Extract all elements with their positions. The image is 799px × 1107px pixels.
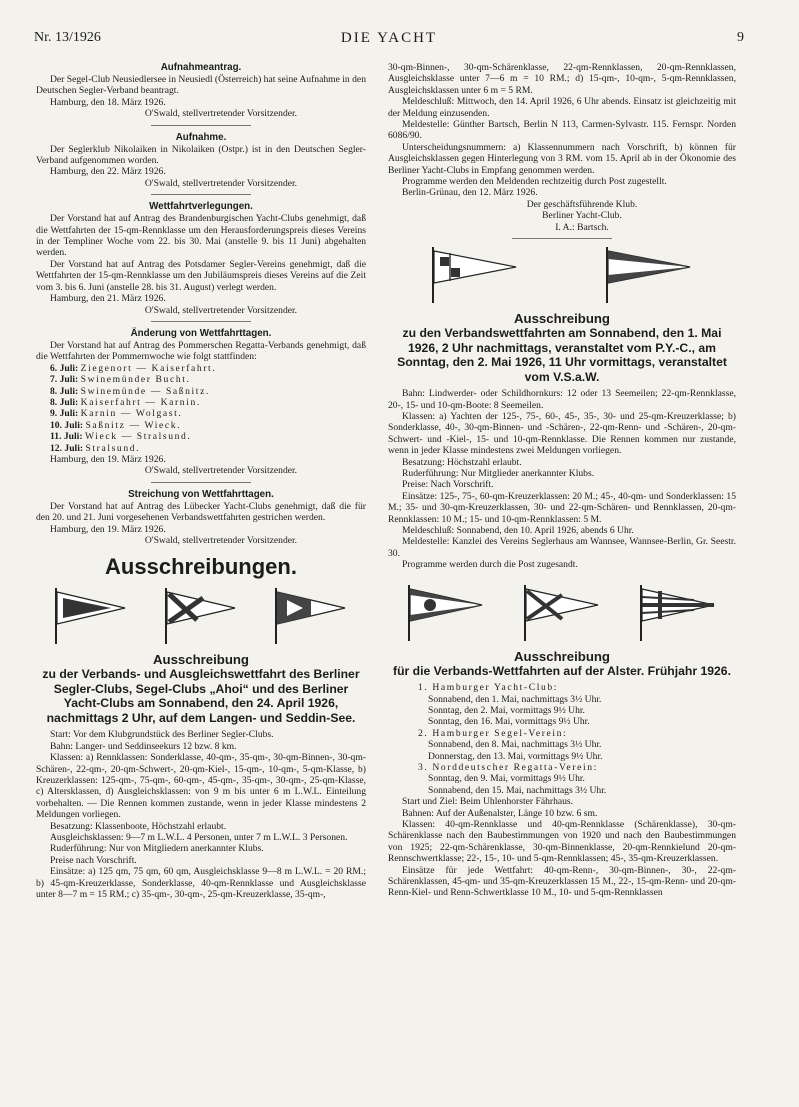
club-pennants	[388, 245, 736, 307]
section-date: Berlin-Grünau, den 12. März 1926.	[402, 187, 538, 199]
club-pennants	[36, 586, 366, 648]
list-item: 11. Juli: Wieck — Stralsund.	[50, 431, 192, 443]
announcement-subtitle: für die Verbands-Wettfahrten auf der Alster. Frühjahr 1926.	[393, 663, 731, 678]
paragraph: Programme werden durch die Post zugesandt.	[402, 559, 578, 571]
pennant-verein-seglerhaus-am-wannsee-icon	[604, 245, 694, 305]
section-signature: Berliner Yacht-Club.	[542, 210, 622, 222]
schedule-entry: Sonnabend, den 15. Mai, nachmittags 3½ Uhr.	[428, 784, 607, 796]
section-body: Der Segel-Club Neusiedlersee in Neusiedl (Österreich) hat seine Aufnahme in den Deutschen Segler-Verband beantragt.	[36, 74, 366, 97]
announcement-title: Ausschreibung	[514, 648, 610, 664]
section-signature: O'Swald, stellvertretender Vorsitzender.	[144, 465, 298, 477]
section-date: Hamburg, den 19. März 1926.	[50, 453, 166, 465]
paragraph: Programme werden den Meldenden rechtzeitig durch Post zugestellt.	[402, 176, 667, 188]
paragraph: Klassen: 40-qm-Rennklasse und 40-qm-Rennklasse (Schärenklasse), 30-qm-Schärenklasse nach den Baubestimmungen von 1920 und nach den Baubestimmungen von 1925; 22-qm-Schärenklasse, 30-qm-Binnenklasse, 20-qm-Rennkielund 20-qm-Rennschwertklasse; 22-, 15-, 10- und 5-qm-Rennklassen; 45-, 35-qm-Kreuzerklassen.	[388, 818, 736, 865]
left-column	[36, 62, 366, 901]
section-signature: Der geschäftsführende Klub.	[526, 198, 638, 210]
schedule-entry: Sonnabend, den 8. Mai, nachmittags 3½ Uhr.	[428, 739, 602, 751]
paragraph: Meldestelle: Günther Bartsch, Berlin N 113, Carmen-Sylvastr. 115. Fernspr. Norden 6086/90.	[388, 119, 736, 142]
paragraph: Bahnen: Auf der Außenalster, Länge 10 bzw. 6 sm.	[402, 807, 598, 819]
schedule-entry: Sonntag, den 2. Mai, vormittags 9½ Uhr.	[428, 704, 585, 716]
section-date: Hamburg, den 18. März 1926.	[50, 96, 166, 108]
section-date: Hamburg, den 19. März 1926.	[50, 523, 166, 535]
paragraph: Bahn: Langer- und Seddinseekurs 12 bzw. 8 km.	[50, 740, 237, 752]
section-body: Der Vorstand hat auf Antrag des Pommerschen Regatta-Verbands genehmigt, daß die Wettfahrten der Pommernwoche wie folgt stattfinden:	[36, 339, 366, 363]
club-pennants	[388, 583, 736, 645]
paragraph: Start und Ziel: Beim Uhlenhorster Fährhaus.	[402, 796, 574, 808]
list-item: 12. Juli: Stralsund.	[50, 442, 141, 454]
club-name: 3. Norddeutscher Regatta-Verein:	[418, 761, 598, 773]
paragraph: Einsätze: a) 125 qm, 75 qm, 60 qm, Ausgleichsklasse 9—8 m L.W.L. = 20 RM.; b) 45-qm-Kreuzerklasse, Sonderklasse, 40-qm-Rennklasse und Ausgleichsklasse unter 8—7 m = 15 RM.; c) 35-qm-, 30-qm-, 25-qm-Kreuzerklasse, 35-qm-,	[36, 866, 366, 901]
pennant-norddeutscher-regatta-verein-icon	[638, 583, 718, 643]
divider	[151, 482, 251, 483]
pennant-hamburger-segel-verein-icon	[522, 583, 602, 643]
pennant-segel-club-ahoi-icon	[163, 586, 239, 646]
race-day-list	[36, 363, 366, 454]
section-date: Hamburg, den 22. März 1926.	[50, 166, 166, 178]
paragraph: Besatzung: Höchstzahl erlaubt.	[402, 456, 522, 468]
paragraph: Einsätze für jede Wettfahrt: 40-qm-Renn-, 30-qm-Binnen-, 30-, 22-qm-Schärenklassen, 45-qm- und 35-qm-Kreuzerklassen 15 M., 22-, 15-qm-Renn- und 20-qm-Renn-Kiel- und Renn-Schwertklasse 10 M., 10- und 5-qm-Rennklassen	[388, 864, 736, 899]
club-schedule	[388, 682, 736, 796]
paragraph: Einsätze: 125-, 75-, 60-qm-Kreuzerklassen: 20 M.; 45-, 40-qm- und Sonderklassen: 15 M.; 35- und 30-qm-Kreuzerklassen, 30- und 22-qm-Schären- und Rennklassen, 20-qm-Rennklassen: 10 M.; 15- und 10-qm-Rennklassen: 5 M.	[388, 490, 736, 525]
announcement-title: Ausschreibung	[153, 652, 249, 668]
schedule-entry: Sonnabend, den 1. Mai, nachmittags 3½ Uhr.	[428, 693, 602, 705]
list-item: 10. Juli: Saßnitz — Wieck.	[50, 419, 182, 431]
list-item: 8. Juli: Swinemünde — Saßnitz.	[50, 385, 210, 397]
magazine-title: DIE YACHT	[340, 30, 438, 46]
section-signature: O'Swald, stellvertretender Vorsitzender.	[144, 535, 298, 546]
paragraph: Ruderführung: Nur Mitglieder anerkannter Klubs.	[402, 467, 595, 479]
list-item: 9. Juli: Karnin — Wolgast.	[50, 408, 183, 420]
divider	[151, 125, 251, 126]
paragraph: Meldeschluß: Sonnabend, den 10. April 1926, abends 6 Uhr.	[402, 524, 634, 536]
paragraph: Bahn: Lindwerder- oder Schildhornkurs: 12 oder 13 Seemeilen; 22-qm-Rennklasse, 20-, 15- und 10-qm-Boote: 8 Seemeilen.	[388, 388, 736, 411]
page-title: Ausschreibungen.	[105, 554, 297, 580]
divider	[512, 238, 612, 239]
page-header	[34, 30, 744, 50]
club-name: 2. Hamburger Segel-Verein:	[418, 727, 568, 739]
announcement-subtitle: zu der Verbands- und Ausgleichswettfahrt des Berliner Segler-Clubs, Segel-Clubs „Ahoi“ und des Berliner Yacht-Clubs am Sonnabend, den 24. April 1926, nachmittags 2 Uhr, auf dem Langen- und Seddin-See.	[42, 667, 360, 725]
section-signature: I. A.: Bartsch.	[555, 221, 609, 233]
page-number: 9	[737, 30, 744, 45]
section-heading: Aufnahmeantrag.	[160, 62, 242, 73]
paragraph: Start: Vor dem Klubgrundstück des Berliner Segler-Clubs.	[50, 729, 274, 741]
schedule-entry: Donnerstag, den 13. Mai, vormittags 9½ Uhr.	[428, 750, 603, 762]
club-name: 1. Hamburger Yacht-Club:	[418, 682, 559, 694]
pennant-berliner-yacht-club-icon	[273, 586, 349, 646]
announcement-subtitle: zu den Verbandswettfahrten am Sonnabend, den 1. Mai 1926, 2 Uhr nachmittags, veranstaltet vom P.Y.-C., am Sonntag, den 2. Mai 1926, 11 Uhr vormittags, veranstaltet vom V.S.a.W.	[397, 326, 727, 384]
section-signature: O'Swald, stellvertretender Vorsitzender.	[144, 177, 298, 189]
paragraph: Besatzung: Klassenboote, Höchstzahl erlaubt.	[50, 820, 227, 832]
section-body: Der Vorstand hat auf Antrag des Potsdamer Segler-Vereins genehmigt, daß die Wettfahrten der 15-qm-Rennklasse um den Jubiläumspreis dieses Vereins auf die Zeit vom 3. bis 6. Juni (anstelle 28. bis 31. August) verlegt werden.	[36, 258, 366, 293]
paragraph: Ruderführung: Nur von Mitgliedern anerkannter Klubs.	[50, 843, 264, 855]
schedule-entry: Sonntag, den 9. Mai, vormittags 9½ Uhr.	[428, 773, 585, 785]
paragraph: Klassen: a) Rennklassen: Sonderklasse, 40-qm-, 35-qm-, 30-qm-Binnen-, 30-qm-Schären-, 22-qm-, 20-qm-Schwert-, 20-qm-Kiel-, 15-qm-, 10-qm-, 5-qm-Klasse, b) Kreuzerklassen: 125-qm-, 75-qm-, 60-qm-, 45-qm-, 35-qm-, 30-qm-, 25-qm-Klasse, c) Altersklassen, d) Ausgleichsklassen: von 9 m bis unter 6 m L.W.L. Einteilung vorbehalten. — Die Rennen kommen zustande, wenn in jeder Klasse mindestens 2 Meldungen vorliegen.	[36, 752, 366, 821]
right-column	[388, 62, 736, 899]
paragraph: Preise nach Vorschrift.	[50, 854, 137, 866]
list-item: 6. Juli: Ziegenort — Kaiserfahrt.	[50, 362, 217, 374]
pennant-potsdamer-yacht-club-icon	[430, 245, 520, 305]
paragraph: 30-qm-Binnen-, 30-qm-Schärenklasse, 22-qm-Rennklassen, 20-qm-Rennklassen, Ausgleichsklasse unter 7—6 m = 10 RM.; d) 15-qm-, 10-qm-, 5-qm-Rennklassen, Ausgleichsklassen unter 6 m = 5 RM.	[388, 62, 736, 96]
list-item: 8. Juli: Kaiserfahrt — Karnin.	[50, 396, 201, 408]
paragraph: Meldeschluß: Mittwoch, den 14. April 1926, 6 Uhr abends. Einsatz ist gleichzeitig mit der Meldung einzusenden.	[388, 96, 736, 119]
announcement-title: Ausschreibung	[514, 311, 610, 327]
issue-number: Nr. 13/1926	[34, 30, 101, 45]
section-heading: Aufnahme.	[175, 131, 227, 143]
pennant-hamburger-yacht-club-icon	[406, 583, 486, 643]
section-body: Der Seglerklub Nikolaiken in Nikolaiken (Ostpr.) ist in den Deutschen Segler-Verband aufgenommen worden.	[36, 143, 366, 167]
section-heading: Streichung von Wettfahrttagen.	[128, 488, 274, 500]
section-date: Hamburg, den 21. März 1926.	[50, 293, 166, 305]
section-heading: Änderung von Wettfahrttagen.	[130, 327, 272, 339]
pennant-berliner-segler-club-icon	[53, 586, 129, 646]
list-item: 7. Juli: Swinemünder Bucht.	[50, 374, 191, 386]
paragraph: Ausgleichsklassen: 9—7 m L.W.L. 4 Personen, unter 7 m L.W.L. 3 Personen.	[50, 832, 348, 844]
section-signature: O'Swald, stellvertretender Vorsitzender.	[144, 304, 298, 316]
section-signature: O'Swald, stellvertretender Vorsitzender.	[144, 108, 298, 120]
schedule-entry: Sonntag, den 16. Mai, vormittags 9½ Uhr.	[428, 716, 590, 728]
divider	[151, 321, 251, 322]
section-heading: Wettfahrtverlegungen.	[149, 201, 253, 213]
paragraph: Klassen: a) Yachten der 125-, 75-, 60-, 45-, 35-, 30- und 25-qm-Kreuzerklasse; b) Sonderklasse, 40-, 30-qm-Binnen- und -Schären-, 22-qm-Renn- und -Schären-, 20-qm-Schwert- und -Kiel-, 15- und 10-qm-Rennklasse. Die Rennen kommen nur zustande, wenn in jeder Klasse mindestens zwei Meldungen vorliegen.	[388, 410, 736, 457]
section-body: Der Vorstand hat auf Antrag des Lübecker Yacht-Clubs genehmigt, daß die für den 20. und 21. Juni vorgesehenen Verbandswettfahrten gestrichen werden.	[36, 500, 366, 524]
divider	[151, 194, 251, 195]
section-body: Der Vorstand hat auf Antrag des Brandenburgischen Yacht-Clubs genehmigt, daß die Wettfahrten der 15-qm-Rennklasse um den Herausforderungspreis dieses Vereins in der Templiner Woche vom 22. bis 30. Mai (anstelle 9. bis 11 Juni) abgehalten werden.	[36, 213, 366, 259]
paragraph: Preise: Nach Vorschrift.	[402, 479, 494, 491]
paragraph: Unterscheidungsnummern: a) Klassennummern nach Vorschrift, b) können für Ausgleichsklassen gegen Hinterlegung von 3 RM. vom 15. April ab in der Ökonomie des Berliner Yacht-Clubs in Empfang genommen werden.	[388, 141, 736, 176]
paragraph: Meldestelle: Kanzlei des Vereins Seglerhaus am Wannsee, Wannsee-Berlin, Gr. Seestr. 30.	[388, 536, 736, 559]
